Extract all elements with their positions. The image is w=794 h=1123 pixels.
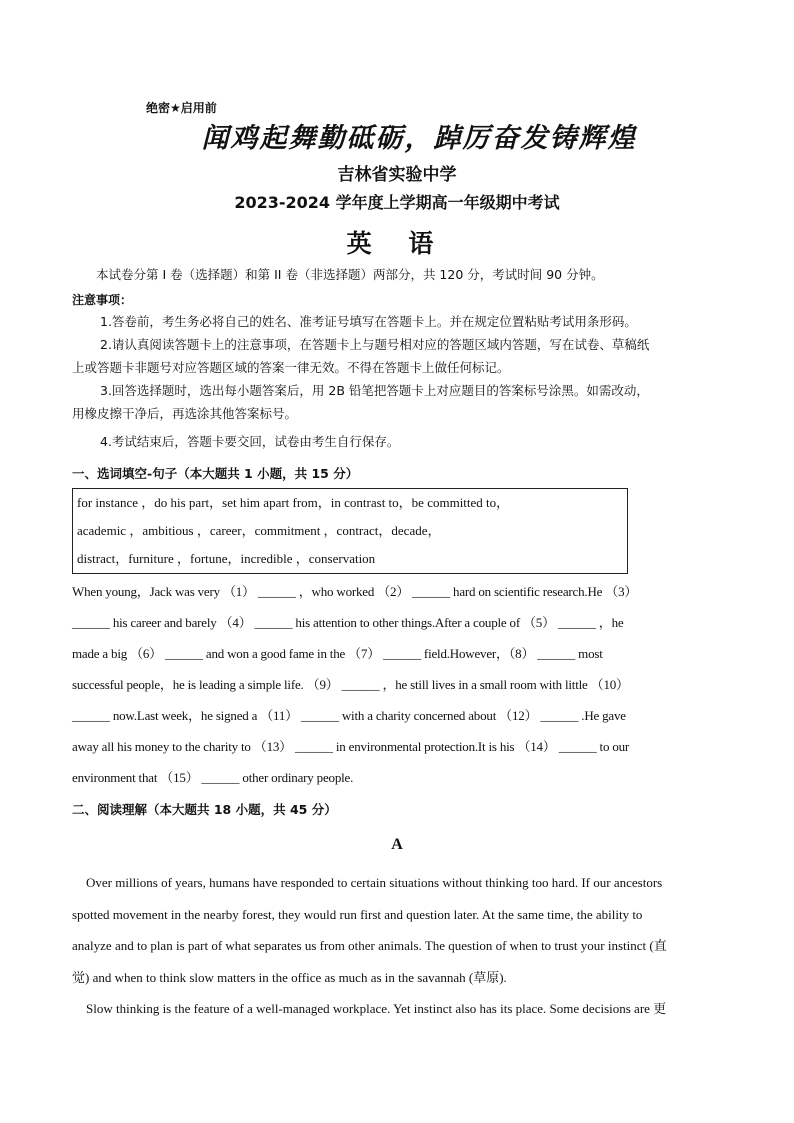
school-motto bbox=[0, 116, 794, 155]
exam-title: 2023-2024 学年度上学期高一年级期中考试 bbox=[234, 193, 560, 212]
notice-rule-3: 3.回答选择题时，选出每小题答案后，用 2B 铅笔把答题卡上对应题目的答案标号涂黑。如需改动， bbox=[100, 383, 649, 398]
notice-rule-1: 1.答卷前，考生务必将自己的姓名、准考证号填写在答题卡上。并在规定位置粘贴考试用条形码。 bbox=[100, 314, 637, 329]
confidential-label: 绝密★启用前 bbox=[146, 101, 217, 115]
cloze-line: ______ now.Last week，he signed a （11） ______ with a charity concerned about （12） ______ .He gave bbox=[72, 708, 626, 723]
passage-a-title: A bbox=[391, 836, 403, 853]
cloze-line: environment that （15） ______ other ordinary people. bbox=[72, 770, 354, 785]
notice-rule-3-cont: 用橡皮擦干净后，再选涂其他答案标号。 bbox=[72, 406, 298, 421]
passage-line: 觉) and when to think slow matters in the office as much as in the savannah (草原). bbox=[72, 969, 507, 985]
section-1-title: 一、选词填空-句子（本大题共 1 小题，共 15 分） bbox=[72, 466, 359, 481]
passage-line: spotted movement in the nearby forest, they would run first and question later. At the same time, the ability to bbox=[72, 906, 643, 922]
notice-rule-2: 2.请认真阅读答题卡上的注意事项，在答题卡上与题号相对应的答题区域内答题，写在试卷、草稿纸 bbox=[100, 337, 650, 352]
cloze-line: away all his money to the charity to （13） ______ in environmental protection.It is his （14） ______ to our bbox=[72, 739, 630, 754]
school-name: 吉林省实验中学 bbox=[337, 165, 457, 185]
section-2-title: 二、阅读理解（本大题共 18 小题，共 45 分） bbox=[72, 802, 337, 817]
notice-rule-4: 4.考试结束后，答题卡要交回，试卷由考生自行保存。 bbox=[100, 434, 400, 449]
notice-rule-2-cont: 上或答题卡非题号对应答题区域的答案一律无效。不得在答题卡上做任何标记。 bbox=[72, 360, 510, 375]
word-bank-line: academic ，ambitious ，career，commitment ，contract，decade， bbox=[77, 523, 441, 538]
cloze-line: When young，Jack was very （1） ______ ，who worked （2） ______ hard on scientific research.He （3） bbox=[72, 584, 638, 599]
notice-title: 注意事项： bbox=[72, 293, 133, 307]
motto-text: 闻鸡起舞勤砥砺，踔厉奋发铸辉煌 bbox=[201, 123, 637, 154]
cloze-line: ______ his career and barely （4） ______ his attention to other things.After a couple of （5） ______ ，he bbox=[72, 615, 624, 630]
passage-line: Slow thinking is the feature of a well-managed workplace. Yet instinct also has its place. Some decisions are 更 bbox=[86, 1001, 667, 1016]
subject-title: 英 语 bbox=[346, 229, 448, 258]
word-bank-box bbox=[72, 488, 628, 574]
passage-line: Over millions of years, humans have responded to certain situations without thinking too hard. If our ancestors bbox=[86, 875, 663, 890]
cloze-line: successful people，he is leading a simple life. （9） ______ ，he still lives in a small room with little （10） bbox=[72, 677, 629, 692]
exam-intro: 本试卷分第 I 卷（选择题）和第 II 卷（非选择题）两部分，共 120 分，考试时间 90 分钟。 bbox=[96, 267, 604, 282]
word-bank-line: distract，furniture ，fortune，incredible ，conservation bbox=[77, 551, 376, 566]
cloze-line: made a big （6） ______ and won a good fame in the （7） ______ field.However，（8） ______ most bbox=[72, 646, 603, 661]
passage-line: analyze and to plan is part of what separates us from other animals. The question of when to trust your instinct (直 bbox=[72, 938, 667, 953]
cloze-passage bbox=[72, 576, 722, 793]
word-bank-line: for instance ，do his part，set him apart from，in contrast to，be committed to， bbox=[77, 495, 510, 510]
passage-a bbox=[72, 867, 722, 1025]
